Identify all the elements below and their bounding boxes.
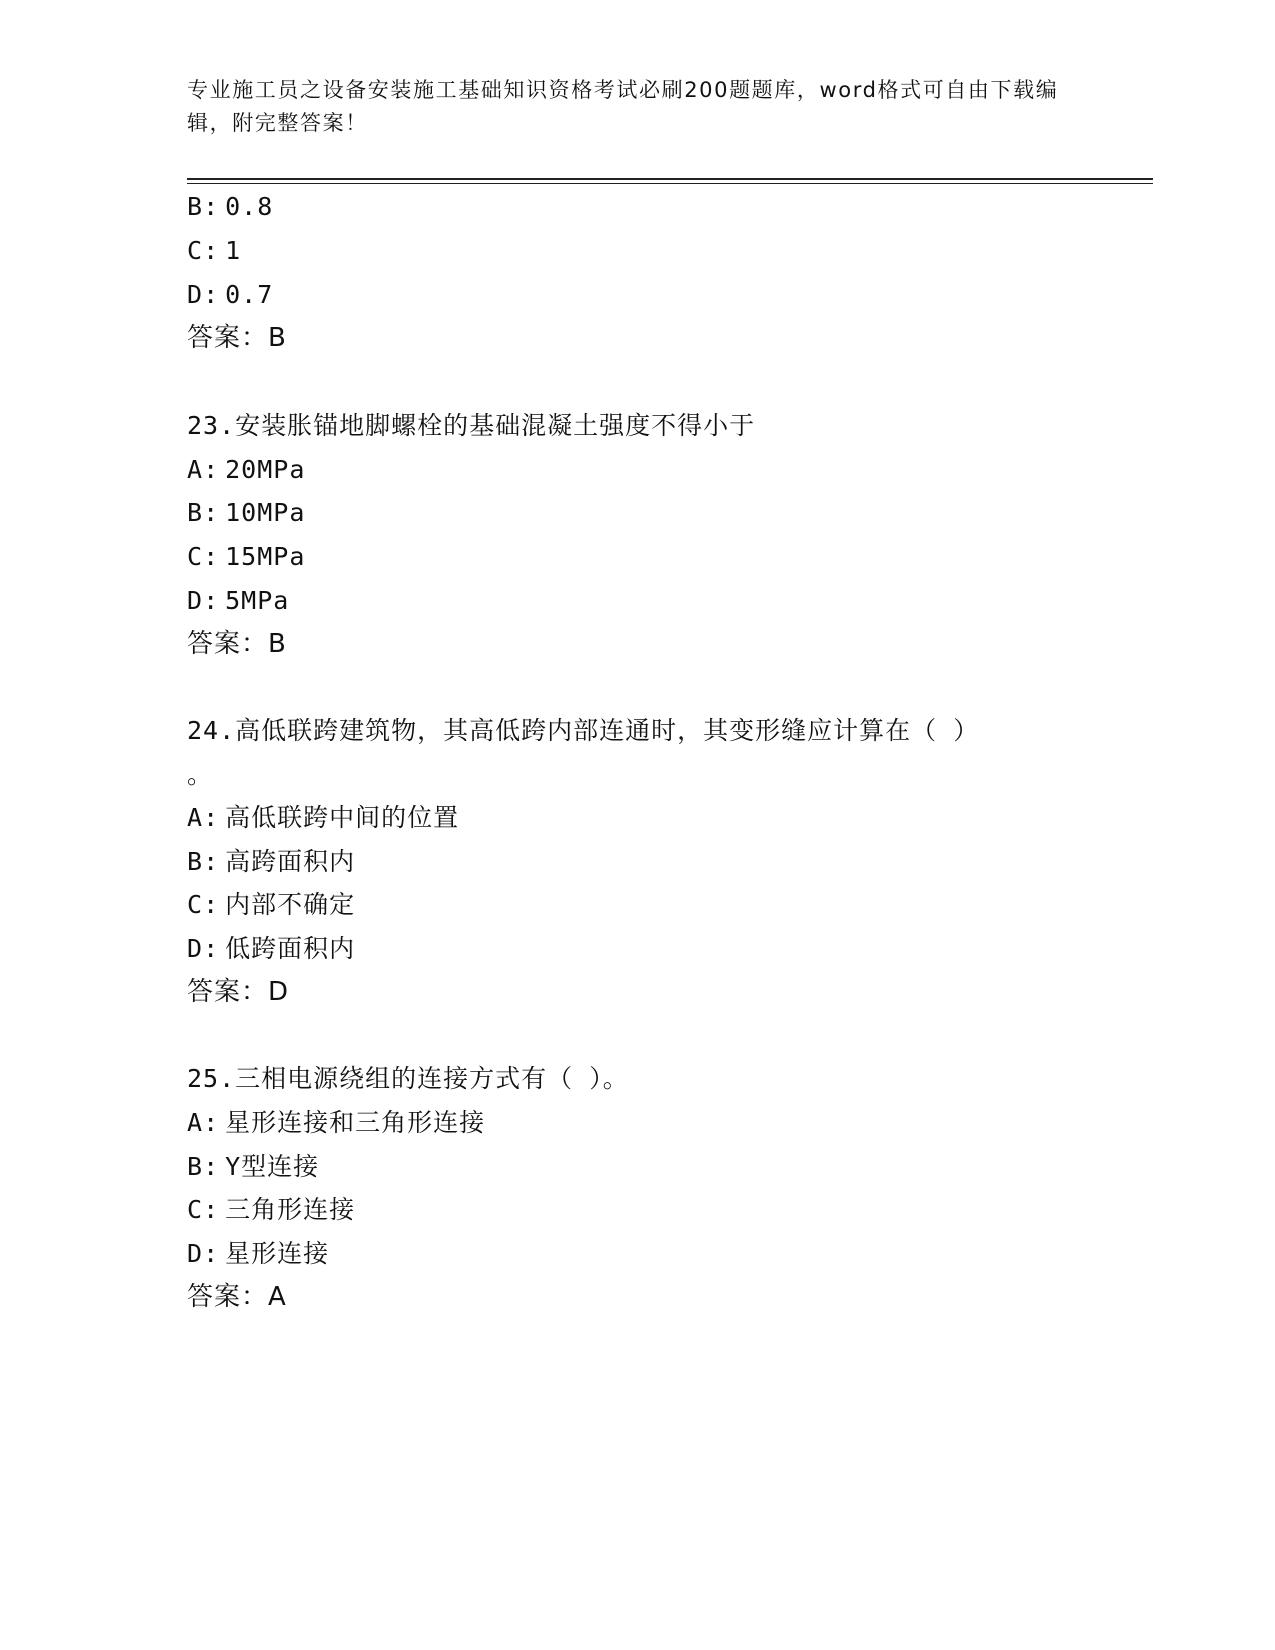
option-d: D: 0.7	[187, 280, 274, 309]
option-b: B: 高跨面积内	[187, 847, 356, 876]
option-d: D: 低跨面积内	[187, 934, 356, 963]
header-divider	[187, 178, 1153, 180]
question-stem: 23.安装胀锚地脚螺栓的基础混凝土强度不得小于	[187, 411, 756, 440]
option-b: B: 10MPa	[187, 498, 306, 527]
answer-line: 答案：D	[187, 977, 290, 1007]
option-b: B: 0.8	[187, 192, 274, 221]
answer-line: 答案：B	[187, 323, 287, 353]
answer-line: 答案：A	[187, 1282, 287, 1312]
option-a: A: 20MPa	[187, 455, 306, 484]
option-c: C: 1	[187, 236, 242, 265]
document-header: 专业施工员之设备安装施工基础知识资格考试必刷200题题库，word格式可自由下载编辑，附完整答案！	[187, 78, 1059, 135]
option-d: D: 5MPa	[187, 586, 290, 615]
option-c: C: 内部不确定	[187, 890, 356, 919]
answer-line: 答案：B	[187, 629, 287, 659]
option-c: C: 15MPa	[187, 542, 306, 571]
option-b: B: Y型连接	[187, 1152, 320, 1181]
option-d: D: 星形连接	[187, 1239, 330, 1268]
option-c: C: 三角形连接	[187, 1195, 356, 1224]
question-stem-continuation: 。	[187, 760, 214, 789]
question-stem: 25.三相电源绕组的连接方式有（ ）。	[187, 1064, 629, 1093]
option-a: A: 星形连接和三角形连接	[187, 1108, 486, 1137]
option-a: A: 高低联跨中间的位置	[187, 803, 460, 832]
header-divider-thin	[187, 183, 1153, 184]
question-stem: 24.高低联跨建筑物，其高低跨内部连通时，其变形缝应计算在（ ）	[187, 716, 980, 745]
